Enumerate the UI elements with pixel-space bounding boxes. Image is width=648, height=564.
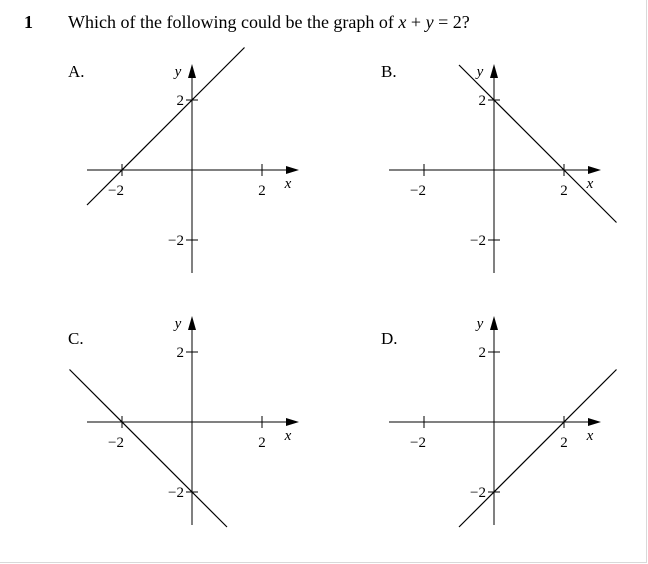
question-text-after: = 2? [433, 12, 470, 32]
graph-line [459, 370, 617, 528]
x-axis-arrow [588, 418, 601, 426]
y-axis-arrow [188, 64, 196, 78]
x-axis-arrow [286, 166, 299, 174]
option-c-graph[interactable] [82, 310, 312, 532]
x-axis-label: x [586, 428, 594, 444]
question-op-plus: + [406, 12, 426, 32]
x-axis-label: x [586, 176, 594, 192]
graph-line [459, 65, 617, 223]
x-tick-label: 2 [560, 183, 568, 199]
option-c-label[interactable]: C. [68, 329, 84, 348]
graph-line [70, 370, 228, 528]
y-tick-label: 2 [176, 345, 184, 361]
x-tick-label: 2 [258, 183, 266, 199]
question-text-before: Which of the following could be the graph of [68, 12, 399, 32]
y-tick-label: −2 [168, 233, 184, 249]
option-a-label[interactable]: A. [68, 62, 85, 81]
y-axis-label: y [476, 316, 484, 332]
y-tick-label: −2 [470, 485, 486, 501]
x-axis-arrow [286, 418, 299, 426]
y-tick-label: 2 [478, 345, 486, 361]
x-axis-arrow [588, 166, 601, 174]
question-number: 1 [24, 12, 33, 32]
y-tick-label: 2 [176, 93, 184, 109]
y-axis-arrow [188, 316, 196, 330]
option-a-graph[interactable] [82, 58, 312, 280]
option-b-graph[interactable] [384, 58, 614, 280]
y-tick-label: −2 [168, 485, 184, 501]
option-d-label[interactable]: D. [381, 329, 398, 348]
y-axis-label: y [174, 316, 182, 332]
x-tick-label: 2 [560, 435, 568, 451]
x-tick-label: 2 [258, 435, 266, 451]
graph-line [87, 48, 245, 206]
y-axis-label: y [476, 64, 484, 80]
x-tick-label: −2 [410, 183, 426, 199]
option-b-label[interactable]: B. [381, 62, 397, 81]
x-axis-label: x [284, 176, 292, 192]
y-tick-label: 2 [478, 93, 486, 109]
x-tick-label: −2 [108, 435, 124, 451]
question-text [68, 12, 470, 33]
option-d-graph[interactable] [384, 310, 614, 532]
x-tick-label: −2 [410, 435, 426, 451]
y-tick-label: −2 [470, 233, 486, 249]
y-axis-arrow [490, 64, 498, 78]
y-axis-label: y [174, 64, 182, 80]
question-var-x: x [398, 12, 407, 32]
y-axis-arrow [490, 316, 498, 330]
x-tick-label: −2 [108, 183, 124, 199]
question-var-y: y [425, 12, 434, 32]
x-axis-label: x [284, 428, 292, 444]
